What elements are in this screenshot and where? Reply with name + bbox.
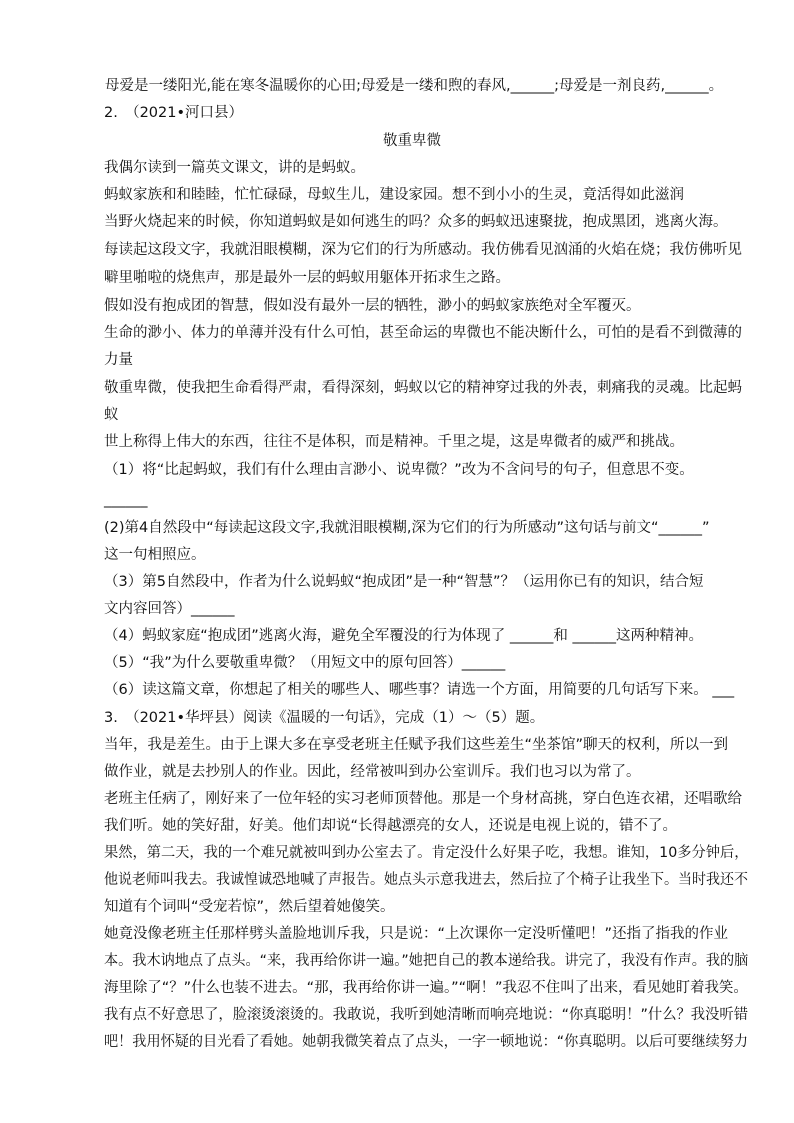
text-line: 本。我木讷地点了点头。“来，我再给你讲一遍。”她把自己的教本递给我。讲完了，我没有作声。我的脑 [104, 953, 749, 969]
question-line: （3）第5自然段中，作者为什么说蚂蚁“抱成团”是一种“智慧”？（运用你已有的知识，结合短 [104, 574, 704, 590]
question-header: 3. （2021•华坪县）阅读《温暖的一句话》，完成（1）～（5）题。 [104, 710, 545, 726]
text-line: 她竟没像老班主任那样劈头盖脸地训斥我，只是说：“上次课你一定没听懂吧！”还指了指我的作业 [104, 926, 729, 942]
text-line: 文内容回答）______ [104, 601, 235, 617]
text-line: 吧！我用怀疑的目光看了看她。她朝我微笑着点了点头，一字一顿地说：“你真聪明。以后可要继续努力 [104, 1034, 749, 1050]
text-line: 当野火烧起来的时候，你知道蚂蚁是如何逃生的吗？众多的蚂蚁迅速聚拢，抱成黑团，逃离火海。 [104, 214, 728, 230]
article-title: 敬重卑微 [383, 133, 441, 149]
question-line: （1）将“比起蚂蚁，我们有什么理由言渺小、说卑微？”改为不含问号的句子，但意思不变。 [104, 462, 694, 478]
text-line: 世上称得上伟大的东西，往往不是体积，而是精神。千里之堤，这是卑微者的威严和挑战。 [104, 434, 684, 450]
question-line: (2)第4自然段中“每读起这段文字,我就泪眼模糊,深为它们的行为所感动”这句话与前文“______” [104, 520, 710, 536]
text-line: 生命的渺小、体力的单薄并没有什么可怕，甚至命运的卑微也不能决断什么，可怕的是看不到微薄的 [104, 325, 742, 341]
text-line: 海里除了“？”什么也装不进去。“那，我再给你讲一遍。”“啊！”我忍不住叫了出来，看见她盯着我笑。 [104, 980, 748, 996]
text-line: 敬重卑微，使我把生命看得严肃，看得深刻，蚂蚁以它的精神穿过我的外表，刺痛我的灵魂。比起蚂 [104, 380, 742, 396]
text-line: 蚁 [104, 407, 119, 423]
question-line: （5）“我”为什么要敬重卑微？（用短文中的原句回答）______ [104, 655, 506, 671]
text-line: 我偶尔读到一篇英文课文，讲的是蚂蚁。 [104, 160, 365, 176]
text-line: 果然，第二天，我的一个难兄就被叫到办公室去了。肯定没什么好果子吃，我想。谁知，10多分钟后， [104, 845, 749, 861]
answer-blank: ______ [104, 492, 148, 508]
question-header: 2. （2021•河口县） [104, 105, 244, 121]
text-line: 力量 [104, 352, 133, 368]
text-line: 噼里啪啦的烧焦声，那是最外一层的蚂蚁用躯体开拓求生之路。 [104, 270, 510, 286]
text-line: 我有点不好意思了，脸滚烫滚烫的。我敢说，我听到她清晰而响亮地说：“你真聪明！”什么？我没听错 [104, 1007, 749, 1023]
text-line: 每读起这段文字，我就泪眼模糊，深为它们的行为所感动。我仿佛看见汹涌的火焰在烧；我仿佛听见 [104, 242, 742, 258]
text-line: 我们听。她的笑好甜，好美。他们却说“长得越漂亮的女人，还说是电视上说的，错不了。 [104, 818, 678, 834]
text-line: 这一句相照应。 [104, 547, 206, 563]
text-line: 蚂蚁家族和和睦睦，忙忙碌碌，母蚁生儿，建设家园。想不到小小的生灵，竟活得如此滋润 [104, 187, 684, 203]
text-line: 假如没有抱成团的智慧，假如没有最外一层的牺牲，渺小的蚂蚁家族绝对全军覆灭。 [104, 298, 641, 314]
question-line: （6）读这篇文章，你想起了相关的哪些人、哪些事？请选一个方面，用简要的几句话写下来。 ___ [104, 682, 735, 698]
text-line: 他说老师叫我去。我诚惶诚恐地喊了声报告。她点头示意我进去，然后拉了个椅子让我坐下。当时我还不 [104, 872, 748, 888]
text-line: 老班主任病了，刚好来了一位年轻的实习老师顶替他。那是一个身材高挑，穿白色连衣裙，还唱歌给 [104, 791, 742, 807]
text-line: 母爱是一缕阳光,能在寒冬温暖你的心田;母爱是一缕和煦的春风,______;母爱是一剂良药,______。 [105, 78, 724, 94]
question-line: （4）蚂蚁家庭“抱成团”逃离火海，避免全军覆没的行为体现了 ______和 ______这两种精神。 [104, 628, 703, 644]
text-line: 知道有个词叫“受宠若惊”，然后望着她傻笑。 [104, 899, 395, 915]
text-line: 当年，我是差生。由于上课大多在享受老班主任赋予我们这些差生“坐茶馆”聊天的权利，所以一到 [104, 737, 729, 753]
text-line: 做作业，就是去抄别人的作业。因此，经常被叫到办公室训斥。我们也习以为常了。 [104, 764, 641, 780]
